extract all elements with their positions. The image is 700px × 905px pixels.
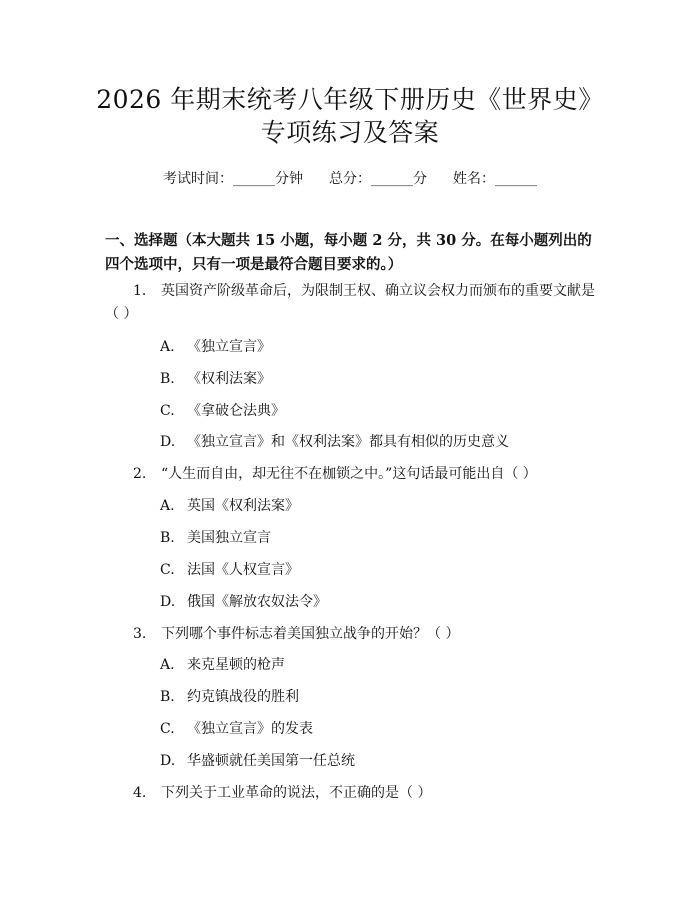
question-2-option-c — [160, 561, 299, 579]
question-1-option-c — [160, 402, 285, 420]
question-3-option-b — [160, 688, 299, 706]
question-1-option-a — [160, 338, 271, 356]
option-text: 华盛顿就任美国第一任总统 — [187, 753, 355, 769]
question-2-option-d — [160, 593, 327, 611]
question-number: 1. — [133, 283, 147, 299]
question-2-stem — [133, 465, 537, 483]
option-letter: B. — [160, 530, 175, 546]
question-number: 3. — [133, 626, 147, 642]
option-text: 《独立宣言》和《权利法案》都具有相似的历史意义 — [187, 434, 509, 450]
option-letter: C. — [160, 721, 175, 737]
question-4-stem — [133, 784, 431, 802]
question-text: 下列哪个事件标志着美国独立战争的开始？（ ） — [161, 626, 460, 642]
question-1-option-b — [160, 370, 271, 388]
question-2-option-b — [160, 529, 271, 547]
option-text: 法国《人权宣言》 — [187, 562, 299, 578]
option-text: 《权利法案》 — [187, 371, 271, 387]
option-letter: A. — [160, 339, 175, 355]
section-heading: 一、选择题（本大题共 15 小题，每小题 2 分，共 30 分。在每小题列出的四个选项中，只有一项是最符合题目要求的。） — [105, 232, 592, 273]
option-text: 约克镇战役的胜利 — [187, 689, 299, 705]
option-text: 《独立宣言》的发表 — [187, 721, 313, 737]
question-3-option-a — [160, 656, 285, 674]
question-text: 英国资产阶级革命后，为限制王权、确立议会权力而颁布的重要文献是 — [161, 283, 595, 299]
question-3-option-d — [160, 752, 355, 770]
document-title-line1: 2026 年期末统考八年级下册历史《世界史》 — [96, 85, 604, 114]
question-2-option-a — [160, 497, 299, 515]
option-letter: C. — [160, 403, 175, 419]
document-title-line2: 专项练习及答案 — [260, 118, 440, 147]
question-1-option-d — [160, 433, 509, 451]
exam-time: 考试时间：______分钟 — [163, 171, 303, 187]
exam-name: 姓名：______ — [453, 171, 537, 187]
option-letter: C. — [160, 562, 175, 578]
question-text: “人生而自由，却无往不在枷锁之中。”这句话最可能出自（ ） — [161, 466, 537, 482]
exam-total-score: 总分：______分 — [329, 171, 427, 187]
question-3-stem — [133, 625, 459, 643]
option-letter: B. — [160, 371, 175, 387]
option-text: 俄国《解放农奴法令》 — [187, 594, 327, 610]
option-letter: A. — [160, 498, 175, 514]
question-3-option-c — [160, 720, 313, 738]
option-letter: D. — [160, 434, 176, 450]
option-text: 《拿破仑法典》 — [187, 403, 285, 419]
option-text: 英国《权利法案》 — [187, 498, 299, 514]
question-number: 4. — [133, 785, 147, 801]
question-number: 2. — [133, 466, 147, 482]
option-letter: D. — [160, 594, 176, 610]
question-text: 下列关于工业革命的说法，不正确的是（ ） — [161, 785, 432, 801]
option-text: 美国独立宣言 — [187, 530, 271, 546]
option-letter: A. — [160, 657, 175, 673]
question-1-stem — [133, 282, 595, 300]
option-text: 《独立宣言》 — [187, 339, 271, 355]
option-letter: B. — [160, 689, 175, 705]
option-text: 来克星顿的枪声 — [187, 657, 285, 673]
exam-info — [0, 170, 700, 188]
option-letter: D. — [160, 753, 176, 769]
question-1-stem-cont: （ ） — [105, 306, 138, 322]
